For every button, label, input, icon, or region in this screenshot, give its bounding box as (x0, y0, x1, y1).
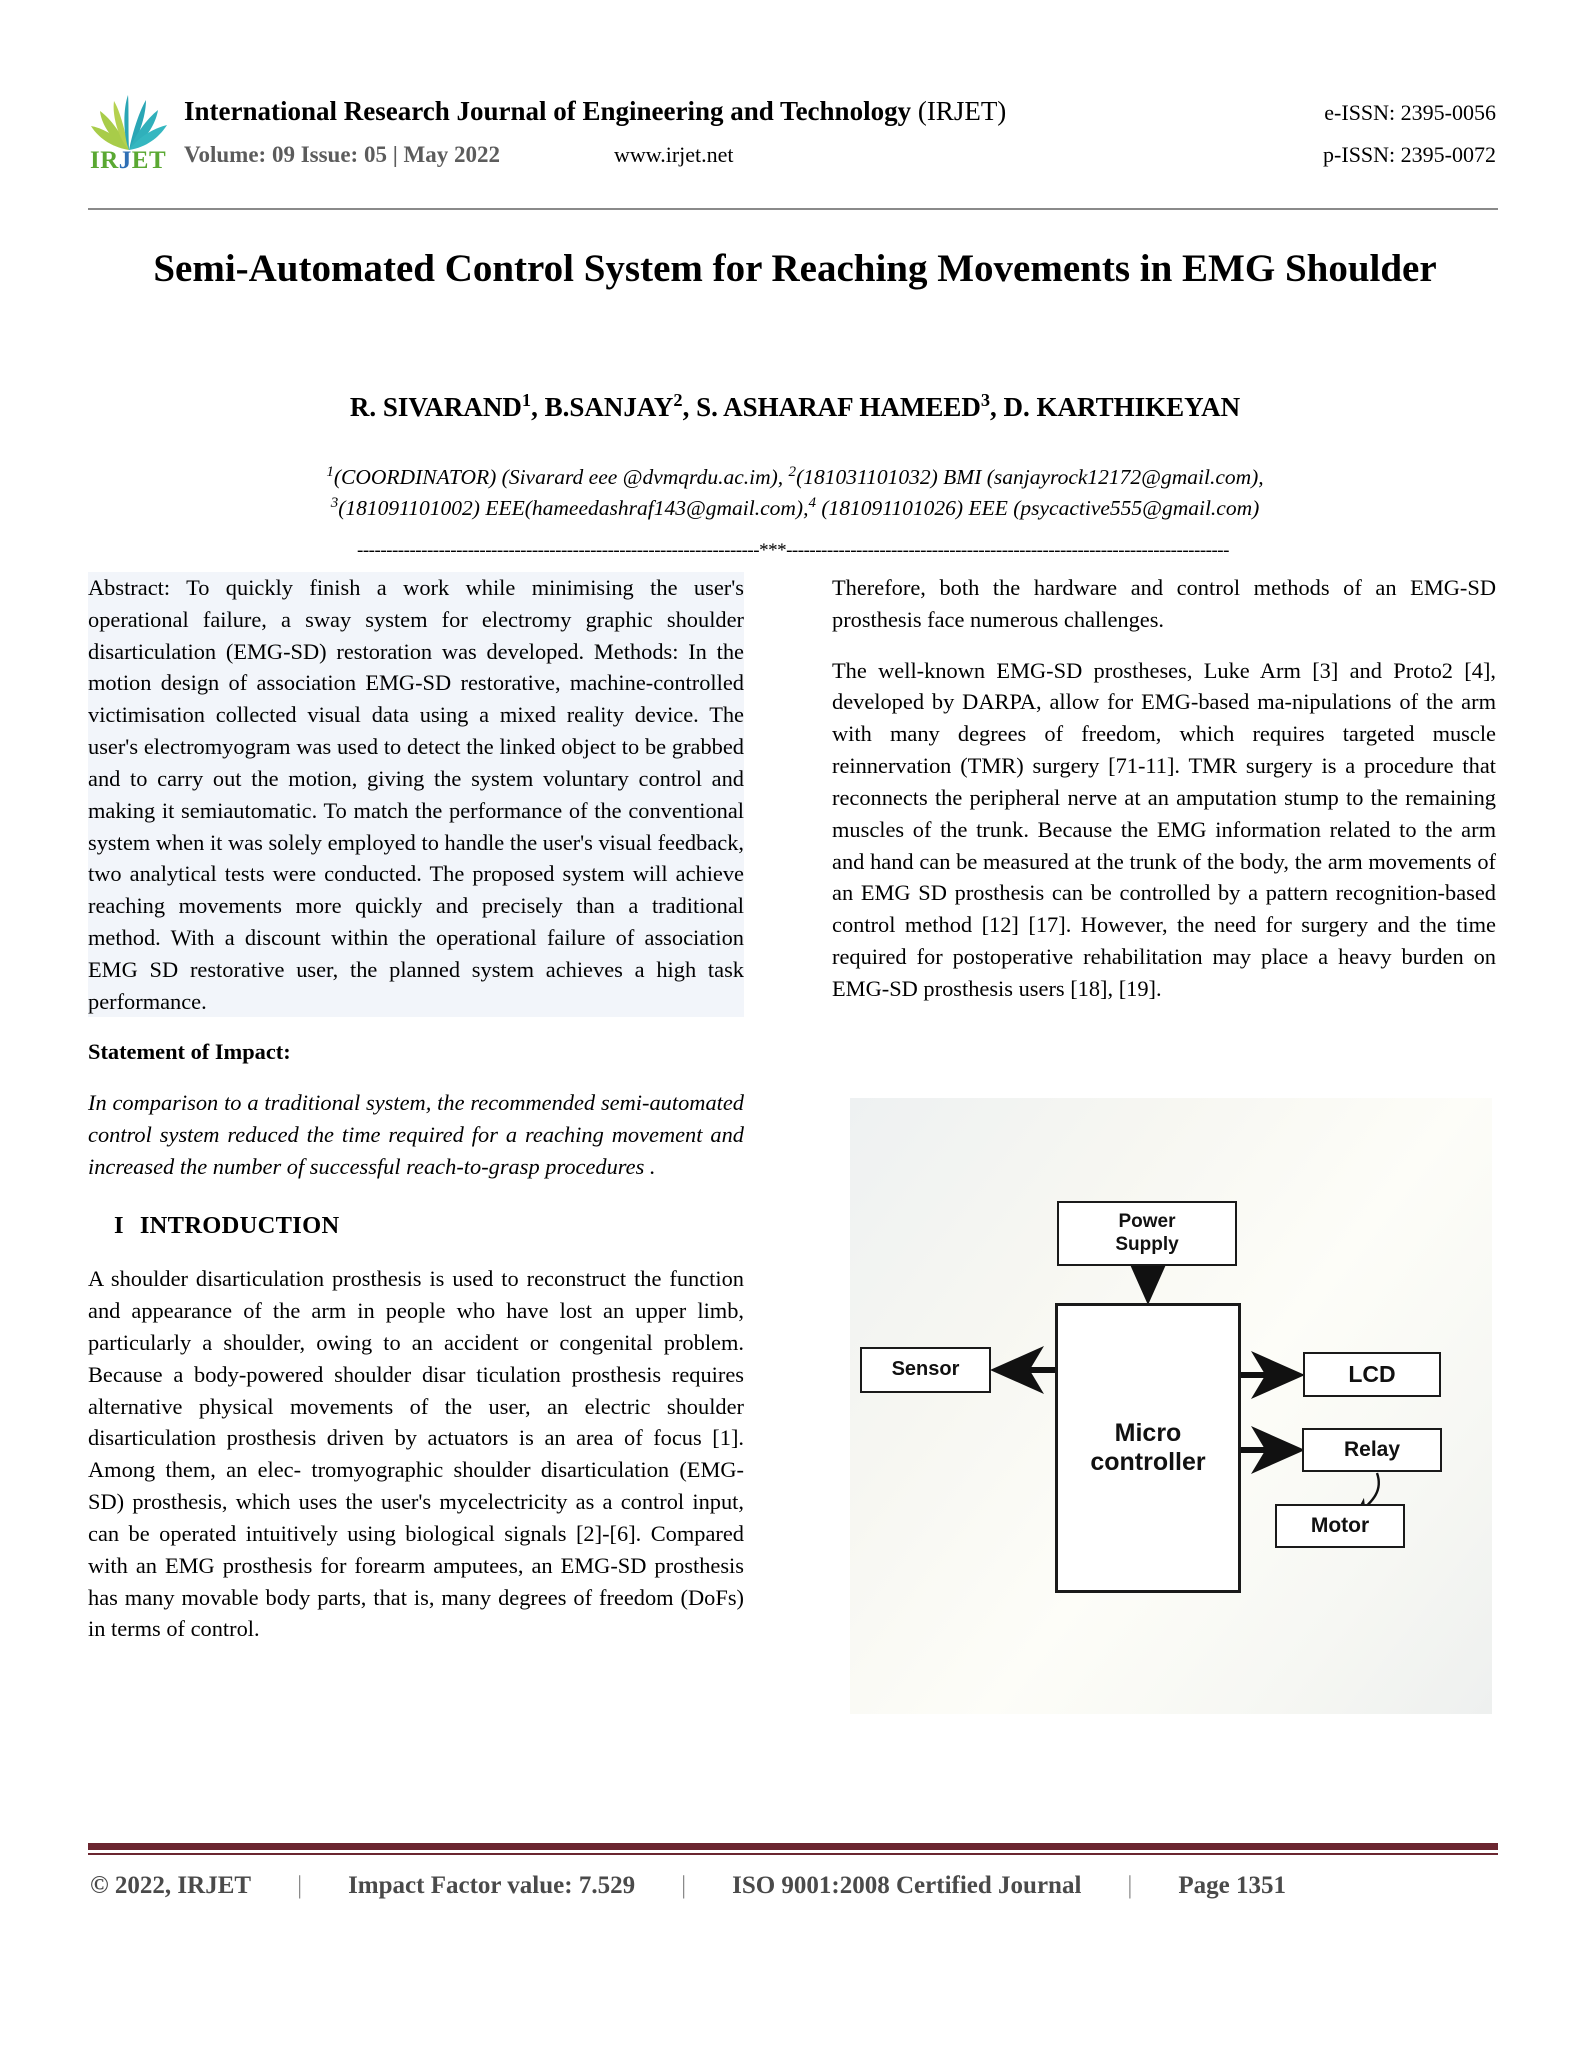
irjet-logo (88, 92, 170, 178)
footer-rule-thin (88, 1853, 1498, 1855)
author-4: D. KARTHIKEYAN (1003, 392, 1241, 422)
microcontroller-line-2: controller (1090, 1448, 1206, 1476)
affil-4-sup: 4 (808, 495, 816, 512)
journal-website[interactable]: www.irjet.net (614, 142, 734, 167)
statement-of-impact-heading: Statement of Impact: (88, 1039, 291, 1065)
affil-2-sup: 2 (788, 464, 797, 480)
logo-text-ir: IR (90, 147, 119, 174)
divider-stars: *** (759, 540, 787, 561)
affiliations (110, 462, 1480, 525)
block-power-supply (1057, 1201, 1237, 1266)
section-numeral: I (114, 1211, 124, 1239)
e-issn: e-ISSN: 2395-0056 (1324, 100, 1496, 125)
introduction-heading (88, 1209, 744, 1244)
author-sep-2: , (682, 392, 697, 422)
left-column (88, 572, 744, 1664)
section-title: INTRODUCTION (139, 1211, 340, 1239)
author-3-sup: 3 (980, 390, 991, 410)
right-column (832, 572, 1496, 1024)
page-footer (88, 1872, 1498, 1900)
footer-iso: ISO 9001:2008 Certified Journal (732, 1872, 1082, 1899)
journal-title-text: International Research Journal of Engineering and Technology (184, 96, 912, 126)
footer-rule-thick (88, 1843, 1498, 1850)
author-sep-3: , (990, 392, 1004, 422)
irjet-wordmark (90, 148, 166, 173)
footer-impact-factor: Impact Factor value: 7.529 (348, 1872, 636, 1899)
author-3: S. ASHARAF HAMEED (696, 392, 981, 422)
fan-leaf-icon (88, 92, 170, 152)
volume-issue: Volume: 09 Issue: 05 | May 2022 (184, 142, 500, 167)
right-paragraph-1: Therefore, both the hardware and control methods of an EMG-SD prosthesis face numerous challenges. (832, 575, 1496, 632)
section-divider (88, 540, 1498, 566)
microcontroller-line-1: Micro (1114, 1418, 1182, 1447)
block-motor: Motor (1275, 1504, 1405, 1548)
statement-of-impact-body: In comparison to a traditional system, the recommended semi-automated control system reduced the time required for a reaching movement and increased the number of successful reach-to-grasp procedures . (88, 1090, 744, 1179)
divider-left-dashes: --------------------------------------------------------------------- (357, 540, 760, 561)
logo-text-j: J (118, 147, 132, 174)
affil-3: (181091101002) EEE(hameedashraf143@gmail.com), (338, 496, 809, 521)
author-2-sup: 2 (673, 390, 683, 410)
block-microcontroller (1055, 1303, 1241, 1593)
author-1: R. SIVARAND (349, 392, 522, 422)
footer-page-number: Page 1351 (1178, 1872, 1287, 1899)
author-list (130, 390, 1460, 423)
footer-copyright: © 2022, IRJET (90, 1872, 252, 1899)
abstract-label: Abstract: (88, 575, 171, 600)
footer-separator-1: | (297, 1872, 303, 1899)
journal-abbrev: (IRJET) (917, 96, 1007, 126)
affil-1-sup: 1 (326, 464, 334, 480)
power-supply-line-2: Supply (1115, 1233, 1179, 1255)
abstract-body: To quickly finish a work while minimising the user's operational failure, a sway system for electromy graphic shoulder disarticulation (EMG-SD) restoration was developed. Methods: In the motion design of association EMG-SD restorative, machine-controlled victimisation collected visual data using a mixed reality device. The user's electromyogram was used to detect the linked object to be grabbed and to carry out the motion, giving the system voluntary control and making it semiautomatic. To match the performance of the conventional system when it was solely employed to handle the user's visual feedback, two analytical tests were conducted. The proposed system will achieve reaching movements more quickly and precisely than a traditional method. With a discount within the operational failure of association EMG SD restorative user, the planned system achieves a high task performance. (88, 575, 744, 1014)
journal-title (184, 96, 1006, 127)
masthead-row-bottom (184, 138, 1496, 178)
page-title: Semi-Automated Control System for Reaching Movements in EMG Shoulder (153, 247, 1437, 290)
author-2: B.SANJAY (544, 392, 674, 422)
affil-2: (181031101032) BMI (sanjayrock12172@gmail.com), (796, 465, 1264, 490)
block-relay: Relay (1302, 1428, 1442, 1472)
masthead-row-top (184, 96, 1496, 136)
block-diagram-figure (850, 1098, 1492, 1714)
divider-right-dashes: ---------------------------------------------------------------------------- (786, 540, 1229, 561)
affil-1: (COORDINATOR) (Sivarard eee @dvmqrdu.ac.im), (333, 465, 789, 490)
affil-4: (181091101026) EEE (psycactive555@gmail.com) (815, 496, 1260, 521)
block-sensor: Sensor (860, 1347, 991, 1393)
header-divider (88, 208, 1498, 210)
author-sep-1: , (531, 392, 545, 422)
author-1-sup: 1 (521, 390, 532, 410)
power-supply-line-1: Power (1118, 1211, 1176, 1233)
abstract-paragraph (88, 572, 744, 1017)
introduction-paragraph: A shoulder disarticulation prosthesis is used to reconstruct the function and appearance of the arm in people who have lost an upper limb, particularly a shoulder, owing to an accident or congenital problem. Because a body-powered shoulder disar ticulation prosthesis requires alternative physical movements of the user, an electric shoulder disarticulation prosthesis driven by actuators is an area of focus [1]. Among them, an elec- tromyographic shoulder disarticulation (EMG-SD) prosthesis, which uses the user's mycelectricity as a control input, can be operated intuitively using biological signals [2]-[6]. Compared with an EMG prosthesis for forearm amputees, an EMG-SD prosthesis has many movable body parts, that is, many degrees of freedom (DoFs) in terms of control. (88, 1266, 744, 1642)
p-issn: p-ISSN: 2395-0072 (1323, 142, 1496, 167)
block-lcd: LCD (1303, 1352, 1441, 1397)
affil-3-sup: 3 (330, 495, 339, 512)
journal-masthead (88, 92, 1496, 180)
footer-separator-2: | (681, 1872, 687, 1899)
right-paragraph-2: The well-known EMG-SD prostheses, Luke Arm [3] and Proto2 [4], developed by DARPA, allow for EMG-based ma-nipulations of the arm with many degrees of freedom, which requires targeted muscle reinnervation (TMR) surgery [71-11]. TMR surgery is a procedure that reconnects the peripheral nerve at an amputation stump to the remaining muscles of the trunk. Because the EMG information related to the arm and hand can be measured at the trunk of the body, the arm movements of an EMG SD prosthesis can be controlled by a pattern recognition-based control method [12] [17]. However, the need for surgery and the time required for postoperative rehabilitation may place a heavy burden on EMG-SD prosthesis users [18], [19]. (832, 657, 1496, 1001)
footer-separator-3: | (1127, 1872, 1133, 1899)
logo-text-et: ET (131, 147, 167, 174)
